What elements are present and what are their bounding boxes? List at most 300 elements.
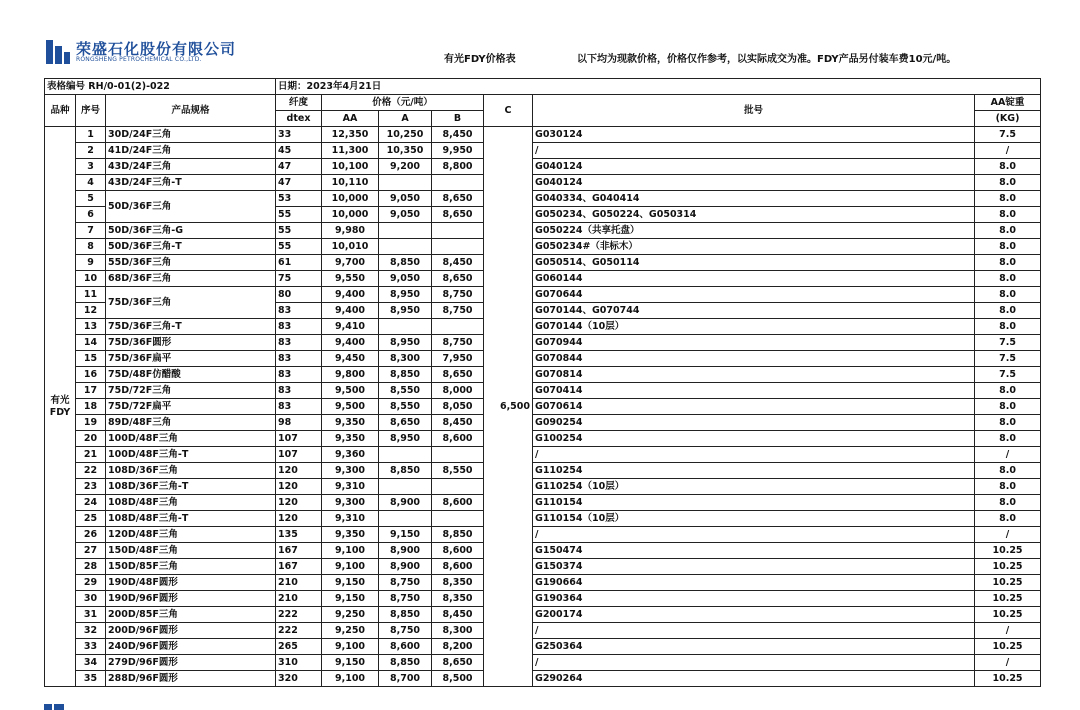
price-b-cell: 8,500 bbox=[432, 671, 484, 687]
price-b-cell: 8,550 bbox=[432, 463, 484, 479]
fineness-cell: 80 bbox=[276, 287, 322, 303]
seq-cell: 14 bbox=[76, 335, 106, 351]
seq-cell: 16 bbox=[76, 367, 106, 383]
price-a-cell: 8,650 bbox=[379, 415, 432, 431]
price-a-cell: 10,250 bbox=[379, 127, 432, 143]
price-aa-cell: 9,450 bbox=[322, 351, 379, 367]
spec-cell: 200D/96F圆形 bbox=[106, 623, 276, 639]
weight-cell: 7.5 bbox=[975, 351, 1041, 367]
weight-cell: / bbox=[975, 143, 1041, 159]
batch-cell: G070644 bbox=[533, 287, 975, 303]
spec-cell: 75D/36F三角-T bbox=[106, 319, 276, 335]
seq-cell: 5 bbox=[76, 191, 106, 207]
batch-cell: G050234#（非标木） bbox=[533, 239, 975, 255]
price-aa-cell: 9,300 bbox=[322, 463, 379, 479]
seq-cell: 2 bbox=[76, 143, 106, 159]
price-b-cell: 8,050 bbox=[432, 399, 484, 415]
fineness-cell: 265 bbox=[276, 639, 322, 655]
spec-cell: 30D/24F三角 bbox=[106, 127, 276, 143]
fineness-cell: 83 bbox=[276, 367, 322, 383]
price-b-cell: 8,800 bbox=[432, 159, 484, 175]
fineness-cell: 53 bbox=[276, 191, 322, 207]
table-row bbox=[45, 655, 1041, 671]
price-a-cell: 9,050 bbox=[379, 271, 432, 287]
spec-cell: 108D/48F三角-T bbox=[106, 511, 276, 527]
weight-cell: 8.0 bbox=[975, 175, 1041, 191]
header-spec: 产品规格 bbox=[106, 95, 276, 127]
spec-cell: 75D/48F仿醋酸 bbox=[106, 367, 276, 383]
price-a-cell: 8,950 bbox=[379, 287, 432, 303]
spec-cell: 100D/48F三角-T bbox=[106, 447, 276, 463]
header-weight: AA锭重 bbox=[975, 95, 1041, 111]
price-a-cell: 8,900 bbox=[379, 495, 432, 511]
batch-cell: G070814 bbox=[533, 367, 975, 383]
price-aa-cell: 9,250 bbox=[322, 623, 379, 639]
header-fineness-unit: dtex bbox=[276, 111, 322, 127]
weight-cell: 10.25 bbox=[975, 575, 1041, 591]
batch-cell: G110154（10层） bbox=[533, 511, 975, 527]
batch-cell: G200174 bbox=[533, 607, 975, 623]
weight-cell: 10.25 bbox=[975, 559, 1041, 575]
spec-cell: 41D/24F三角 bbox=[106, 143, 276, 159]
weight-cell: 8.0 bbox=[975, 303, 1041, 319]
weight-cell: 8.0 bbox=[975, 207, 1041, 223]
table-row bbox=[45, 367, 1041, 383]
header-aa: AA bbox=[322, 111, 379, 127]
price-b-cell: 8,850 bbox=[432, 527, 484, 543]
price-a-cell: 8,850 bbox=[379, 367, 432, 383]
table-row bbox=[45, 575, 1041, 591]
weight-cell: 8.0 bbox=[975, 239, 1041, 255]
table-date: 日期：2023年4月21日 bbox=[276, 79, 1041, 95]
weight-cell: / bbox=[975, 447, 1041, 463]
batch-cell: G070144（10层） bbox=[533, 319, 975, 335]
price-aa-cell: 9,500 bbox=[322, 399, 379, 415]
table-row bbox=[45, 559, 1041, 575]
price-a-cell: 9,050 bbox=[379, 207, 432, 223]
weight-cell: 8.0 bbox=[975, 495, 1041, 511]
batch-cell: / bbox=[533, 623, 975, 639]
price-a-cell bbox=[379, 239, 432, 255]
price-a-cell bbox=[379, 447, 432, 463]
price-b-cell: 8,750 bbox=[432, 287, 484, 303]
spec-cell: 108D/36F三角 bbox=[106, 463, 276, 479]
seq-cell: 24 bbox=[76, 495, 106, 511]
batch-cell: G250364 bbox=[533, 639, 975, 655]
spec-cell: 190D/48F圆形 bbox=[106, 575, 276, 591]
weight-cell: 7.5 bbox=[975, 367, 1041, 383]
fineness-cell: 33 bbox=[276, 127, 322, 143]
seq-cell: 31 bbox=[76, 607, 106, 623]
price-aa-cell: 9,250 bbox=[322, 607, 379, 623]
batch-cell: G190664 bbox=[533, 575, 975, 591]
fineness-cell: 98 bbox=[276, 415, 322, 431]
seq-cell: 3 bbox=[76, 159, 106, 175]
table-row bbox=[45, 159, 1041, 175]
batch-cell: G040334、G040414 bbox=[533, 191, 975, 207]
price-aa-cell: 9,800 bbox=[322, 367, 379, 383]
seq-cell: 30 bbox=[76, 591, 106, 607]
header-fineness: 纤度 bbox=[276, 95, 322, 111]
weight-cell: / bbox=[975, 527, 1041, 543]
seq-cell: 22 bbox=[76, 463, 106, 479]
variety-cell bbox=[45, 127, 76, 687]
seq-cell: 6 bbox=[76, 207, 106, 223]
header-a: A bbox=[379, 111, 432, 127]
table-row bbox=[45, 463, 1041, 479]
seq-cell: 9 bbox=[76, 255, 106, 271]
price-aa-cell: 9,100 bbox=[322, 543, 379, 559]
fineness-cell: 75 bbox=[276, 271, 322, 287]
price-b-cell: 8,650 bbox=[432, 207, 484, 223]
weight-cell: 8.0 bbox=[975, 511, 1041, 527]
price-aa-cell: 9,350 bbox=[322, 431, 379, 447]
batch-cell: G070144、G070744 bbox=[533, 303, 975, 319]
weight-cell: 8.0 bbox=[975, 223, 1041, 239]
fineness-cell: 107 bbox=[276, 431, 322, 447]
price-aa-cell: 9,150 bbox=[322, 591, 379, 607]
price-b-cell bbox=[432, 223, 484, 239]
form-number: 表格编号 RH/0-01(2)-022 bbox=[45, 79, 276, 95]
price-aa-cell: 9,100 bbox=[322, 639, 379, 655]
seq-cell: 4 bbox=[76, 175, 106, 191]
price-b-cell: 7,950 bbox=[432, 351, 484, 367]
batch-cell: G070414 bbox=[533, 383, 975, 399]
fineness-cell: 167 bbox=[276, 543, 322, 559]
table-row bbox=[45, 319, 1041, 335]
seq-cell: 7 bbox=[76, 223, 106, 239]
table-row bbox=[45, 351, 1041, 367]
batch-cell: / bbox=[533, 447, 975, 463]
price-aa-cell: 10,110 bbox=[322, 175, 379, 191]
weight-cell: 8.0 bbox=[975, 255, 1041, 271]
company-name-en: RONGSHENG PETROCHEMICAL CO.,LTD. bbox=[76, 56, 202, 63]
seq-cell: 17 bbox=[76, 383, 106, 399]
price-a-cell: 8,700 bbox=[379, 671, 432, 687]
batch-cell: G060144 bbox=[533, 271, 975, 287]
price-a-cell: 9,200 bbox=[379, 159, 432, 175]
table-row bbox=[45, 543, 1041, 559]
spec-cell: 108D/48F三角 bbox=[106, 495, 276, 511]
fineness-cell: 120 bbox=[276, 463, 322, 479]
price-b-cell bbox=[432, 319, 484, 335]
table-row bbox=[45, 495, 1041, 511]
seq-cell: 11 bbox=[76, 287, 106, 303]
footer-logo-fragment bbox=[44, 704, 74, 710]
price-a-cell: 9,050 bbox=[379, 191, 432, 207]
price-a-cell: 8,850 bbox=[379, 607, 432, 623]
seq-cell: 12 bbox=[76, 303, 106, 319]
price-aa-cell: 9,550 bbox=[322, 271, 379, 287]
weight-cell: 8.0 bbox=[975, 431, 1041, 447]
table-row bbox=[45, 511, 1041, 527]
table-row bbox=[45, 223, 1041, 239]
seq-cell: 18 bbox=[76, 399, 106, 415]
price-aa-cell: 9,500 bbox=[322, 383, 379, 399]
price-table bbox=[44, 78, 1041, 687]
price-aa-cell: 9,300 bbox=[322, 495, 379, 511]
price-a-cell: 8,750 bbox=[379, 623, 432, 639]
table-row bbox=[45, 479, 1041, 495]
seq-cell: 34 bbox=[76, 655, 106, 671]
table-row bbox=[45, 671, 1041, 687]
price-b-cell bbox=[432, 479, 484, 495]
batch-cell: G110254 bbox=[533, 463, 975, 479]
price-aa-cell: 9,350 bbox=[322, 415, 379, 431]
weight-cell: 8.0 bbox=[975, 319, 1041, 335]
batch-cell: G290264 bbox=[533, 671, 975, 687]
price-b-cell: 8,650 bbox=[432, 367, 484, 383]
price-b-cell: 8,450 bbox=[432, 127, 484, 143]
table-row bbox=[45, 527, 1041, 543]
spec-cell: 150D/48F三角 bbox=[106, 543, 276, 559]
seq-cell: 1 bbox=[76, 127, 106, 143]
table-row bbox=[45, 287, 1041, 303]
fineness-cell: 83 bbox=[276, 383, 322, 399]
spec-cell: 75D/72F三角 bbox=[106, 383, 276, 399]
seq-cell: 33 bbox=[76, 639, 106, 655]
fineness-cell: 210 bbox=[276, 591, 322, 607]
price-b-cell: 8,650 bbox=[432, 191, 484, 207]
table-row bbox=[45, 623, 1041, 639]
price-a-cell: 8,850 bbox=[379, 463, 432, 479]
batch-cell: G090254 bbox=[533, 415, 975, 431]
weight-cell: 8.0 bbox=[975, 463, 1041, 479]
price-b-cell: 8,300 bbox=[432, 623, 484, 639]
batch-cell: G110254（10层） bbox=[533, 479, 975, 495]
seq-cell: 23 bbox=[76, 479, 106, 495]
price-b-cell: 8,450 bbox=[432, 607, 484, 623]
spec-cell: 288D/96F圆形 bbox=[106, 671, 276, 687]
price-a-cell: 8,900 bbox=[379, 543, 432, 559]
seq-cell: 35 bbox=[76, 671, 106, 687]
fineness-cell: 47 bbox=[276, 159, 322, 175]
fineness-cell: 222 bbox=[276, 623, 322, 639]
fineness-cell: 107 bbox=[276, 447, 322, 463]
weight-cell: 8.0 bbox=[975, 383, 1041, 399]
price-aa-cell: 9,150 bbox=[322, 575, 379, 591]
price-a-cell: 9,150 bbox=[379, 527, 432, 543]
price-b-cell: 8,600 bbox=[432, 431, 484, 447]
spec-cell: 43D/24F三角-T bbox=[106, 175, 276, 191]
batch-cell: G040124 bbox=[533, 159, 975, 175]
batch-cell: G040124 bbox=[533, 175, 975, 191]
seq-cell: 19 bbox=[76, 415, 106, 431]
table-row bbox=[45, 175, 1041, 191]
batch-cell: / bbox=[533, 527, 975, 543]
seq-cell: 29 bbox=[76, 575, 106, 591]
header-price: 价格（元/吨） bbox=[322, 95, 484, 111]
price-aa-cell: 9,400 bbox=[322, 287, 379, 303]
batch-cell: G150374 bbox=[533, 559, 975, 575]
fineness-cell: 83 bbox=[276, 303, 322, 319]
price-b-cell: 8,350 bbox=[432, 591, 484, 607]
price-b-cell: 8,650 bbox=[432, 271, 484, 287]
table-row bbox=[45, 255, 1041, 271]
price-aa-cell: 10,000 bbox=[322, 207, 379, 223]
spec-cell: 200D/85F三角 bbox=[106, 607, 276, 623]
price-b-cell bbox=[432, 175, 484, 191]
spec-cell: 75D/36F扁平 bbox=[106, 351, 276, 367]
price-a-cell: 8,950 bbox=[379, 431, 432, 447]
price-b-cell: 8,450 bbox=[432, 255, 484, 271]
price-aa-cell: 9,310 bbox=[322, 479, 379, 495]
batch-cell: G110154 bbox=[533, 495, 975, 511]
spec-cell: 50D/36F三角-T bbox=[106, 239, 276, 255]
price-a-cell bbox=[379, 479, 432, 495]
price-b-cell: 8,000 bbox=[432, 383, 484, 399]
spec-cell: 75D/72F扁平 bbox=[106, 399, 276, 415]
price-a-cell bbox=[379, 511, 432, 527]
batch-cell: G190364 bbox=[533, 591, 975, 607]
price-aa-cell: 11,300 bbox=[322, 143, 379, 159]
weight-cell: 10.25 bbox=[975, 671, 1041, 687]
spec-cell: 75D/36F圆形 bbox=[106, 335, 276, 351]
weight-cell: / bbox=[975, 623, 1041, 639]
batch-cell: G070944 bbox=[533, 335, 975, 351]
fineness-cell: 120 bbox=[276, 479, 322, 495]
table-row bbox=[45, 271, 1041, 287]
header-b: B bbox=[432, 111, 484, 127]
table-row bbox=[45, 335, 1041, 351]
fineness-cell: 310 bbox=[276, 655, 322, 671]
fineness-cell: 167 bbox=[276, 559, 322, 575]
spec-cell: 240D/96F圆形 bbox=[106, 639, 276, 655]
price-a-cell: 8,850 bbox=[379, 655, 432, 671]
fineness-cell: 83 bbox=[276, 319, 322, 335]
fineness-cell: 120 bbox=[276, 495, 322, 511]
header-row bbox=[45, 95, 1041, 111]
batch-cell: / bbox=[533, 143, 975, 159]
batch-cell: G030124 bbox=[533, 127, 975, 143]
price-b-cell: 8,750 bbox=[432, 303, 484, 319]
price-aa-cell: 9,400 bbox=[322, 303, 379, 319]
table-row bbox=[45, 239, 1041, 255]
batch-cell: G100254 bbox=[533, 431, 975, 447]
weight-cell: / bbox=[975, 655, 1041, 671]
batch-cell: G050514、G050114 bbox=[533, 255, 975, 271]
price-aa-cell: 9,350 bbox=[322, 527, 379, 543]
table-row bbox=[45, 607, 1041, 623]
table-row bbox=[45, 431, 1041, 447]
table-row bbox=[45, 591, 1041, 607]
price-b-cell: 8,600 bbox=[432, 559, 484, 575]
price-b-cell: 8,650 bbox=[432, 655, 484, 671]
spec-cell: 50D/36F三角 bbox=[106, 191, 276, 223]
price-a-cell bbox=[379, 223, 432, 239]
header-batch: 批号 bbox=[533, 95, 975, 127]
price-aa-cell: 9,400 bbox=[322, 335, 379, 351]
price-b-cell: 9,950 bbox=[432, 143, 484, 159]
weight-cell: 10.25 bbox=[975, 639, 1041, 655]
seq-cell: 28 bbox=[76, 559, 106, 575]
batch-cell: G150474 bbox=[533, 543, 975, 559]
price-aa-cell: 9,150 bbox=[322, 655, 379, 671]
fineness-cell: 45 bbox=[276, 143, 322, 159]
fineness-cell: 83 bbox=[276, 399, 322, 415]
price-a-cell bbox=[379, 319, 432, 335]
price-aa-cell: 9,100 bbox=[322, 671, 379, 687]
weight-cell: 8.0 bbox=[975, 271, 1041, 287]
fineness-cell: 320 bbox=[276, 671, 322, 687]
weight-cell: 8.0 bbox=[975, 479, 1041, 495]
seq-cell: 27 bbox=[76, 543, 106, 559]
price-aa-cell: 10,100 bbox=[322, 159, 379, 175]
weight-cell: 7.5 bbox=[975, 127, 1041, 143]
price-a-cell: 8,550 bbox=[379, 399, 432, 415]
batch-cell: / bbox=[533, 655, 975, 671]
fineness-cell: 135 bbox=[276, 527, 322, 543]
company-logo bbox=[44, 38, 244, 68]
header-seq: 序号 bbox=[76, 95, 106, 127]
price-aa-cell: 9,700 bbox=[322, 255, 379, 271]
weight-cell: 8.0 bbox=[975, 415, 1041, 431]
price-b-cell bbox=[432, 511, 484, 527]
weight-cell: 10.25 bbox=[975, 543, 1041, 559]
price-b-cell: 8,200 bbox=[432, 639, 484, 655]
price-a-cell: 8,750 bbox=[379, 575, 432, 591]
weight-cell: 8.0 bbox=[975, 191, 1041, 207]
header-weight-unit: (KG) bbox=[975, 111, 1041, 127]
price-note: 以下均为现款价格，价格仅作参考，以实际成交为准。FDY产品另付装车费10元/吨。 bbox=[577, 54, 957, 65]
weight-cell: 10.25 bbox=[975, 607, 1041, 623]
spec-cell: 190D/96F圆形 bbox=[106, 591, 276, 607]
header-variety: 品种 bbox=[45, 95, 76, 127]
fineness-cell: 55 bbox=[276, 207, 322, 223]
spec-cell: 68D/36F三角 bbox=[106, 271, 276, 287]
price-aa-cell: 9,100 bbox=[322, 559, 379, 575]
price-b-cell: 8,450 bbox=[432, 415, 484, 431]
spec-cell: 55D/36F三角 bbox=[106, 255, 276, 271]
price-a-cell: 8,950 bbox=[379, 303, 432, 319]
seq-cell: 10 bbox=[76, 271, 106, 287]
fineness-cell: 83 bbox=[276, 351, 322, 367]
fineness-cell: 55 bbox=[276, 239, 322, 255]
price-b-cell: 8,600 bbox=[432, 495, 484, 511]
table-row bbox=[45, 127, 1041, 143]
seq-cell: 25 bbox=[76, 511, 106, 527]
seq-cell: 8 bbox=[76, 239, 106, 255]
price-a-cell: 8,600 bbox=[379, 639, 432, 655]
price-a-cell: 8,550 bbox=[379, 383, 432, 399]
seq-cell: 15 bbox=[76, 351, 106, 367]
fineness-cell: 61 bbox=[276, 255, 322, 271]
fineness-cell: 210 bbox=[276, 575, 322, 591]
price-a-cell: 10,350 bbox=[379, 143, 432, 159]
price-aa-cell: 10,010 bbox=[322, 239, 379, 255]
table-row bbox=[45, 383, 1041, 399]
weight-cell: 8.0 bbox=[975, 159, 1041, 175]
seq-cell: 13 bbox=[76, 319, 106, 335]
variety-label-sub: FDY bbox=[49, 406, 71, 418]
fineness-cell: 47 bbox=[276, 175, 322, 191]
table-row bbox=[45, 415, 1041, 431]
document-title: 有光FDY价格表 bbox=[444, 54, 516, 65]
spec-cell: 75D/36F三角 bbox=[106, 287, 276, 319]
table-body bbox=[45, 127, 1041, 687]
fineness-cell: 55 bbox=[276, 223, 322, 239]
price-aa-cell: 12,350 bbox=[322, 127, 379, 143]
meta-row bbox=[45, 79, 1041, 95]
batch-cell: G070614 bbox=[533, 399, 975, 415]
company-name-cn: 荣盛石化股份有限公司 bbox=[76, 40, 237, 58]
price-a-cell bbox=[379, 175, 432, 191]
seq-cell: 32 bbox=[76, 623, 106, 639]
price-b-cell: 8,600 bbox=[432, 543, 484, 559]
price-aa-cell: 9,360 bbox=[322, 447, 379, 463]
company-logo-icon bbox=[46, 40, 70, 64]
table-row bbox=[45, 143, 1041, 159]
